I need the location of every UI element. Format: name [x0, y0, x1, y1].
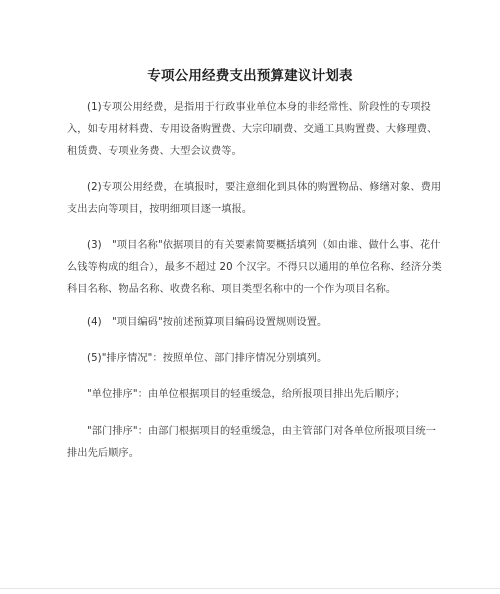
paragraph-unit-sorting: "单位排序"：由单位根据项目的轻重缓急，给所报项目排出先后顺序； — [87, 389, 406, 400]
document-title: 专项公用经费支出预算建议计划表 — [147, 68, 353, 84]
paragraph-special-funds-definition: (1)专项公用经费，是指用于行政事业单位本身的非经常性、阶段性的专项投入，如专用材料费、专用设备购置费、大宗印刷费、交通工具购置费、大修理费、租赁费、专项业务费、大型会议费等。 — [67, 102, 438, 157]
paragraph-department-sorting: "部门排序"：由部门根据项目的轻重缓急，由主管部门对各单位所报项目统一排出先后顺序。 — [67, 426, 437, 459]
page-bottom-divider — [0, 588, 500, 589]
paragraph-sorting: (5)"排序情况"：按照单位、部门排序情况分别填列。 — [87, 353, 328, 364]
paragraph-project-code: (4) "项目编码"按前述预算项目编码设置规则设置。 — [87, 317, 328, 328]
paragraph-filling-instructions: (2)专项公用经费，在填报时，要注意细化到具体的购置物品、修缮对象、费用支出去向等项目，按明细项目逐一填报。 — [67, 182, 442, 215]
paragraph-project-name: (3) "项目名称"依据项目的有关要素简要概括填列（如由谁、做什么事、花什么钱等构成的组合），最多不超过 20 个汉字。不得只以通用的单位名称、经济分类科目名称、物品名称、收费名称、项目类型名称中的一个作为项目名称。 — [67, 240, 442, 295]
